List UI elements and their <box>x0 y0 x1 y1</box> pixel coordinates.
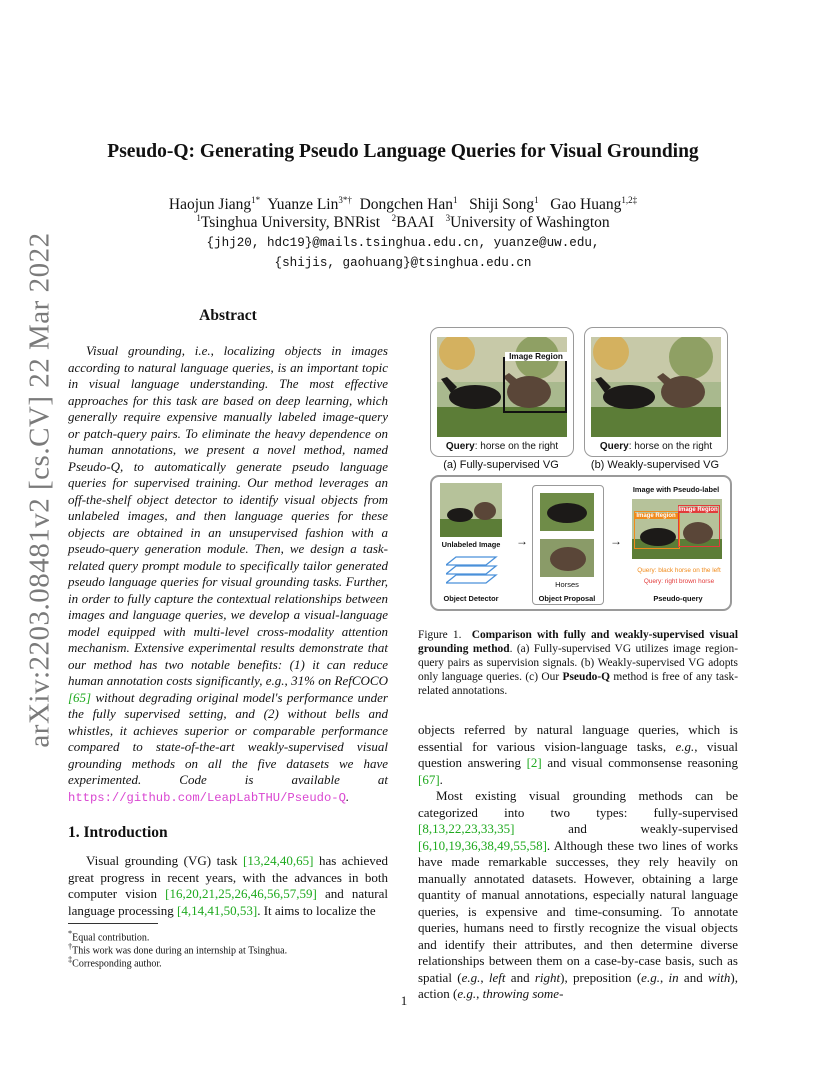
author: Dongchen Han$^1$ <box>359 195 458 214</box>
page-number: 1 <box>400 993 408 1008</box>
citation-link[interactable]: [6,10,19,36,38,49,55,58] <box>418 837 547 853</box>
figure-caption: Figure 1. Comparison with fully and weakly-supervised visual grounding method. (a) Fully-supervised VG utilizes image region-query pairs as supervision signals. (b) Weakly-supervised VG adopts only language queries. (c) Our Pseudo-Q method is free of any task-related annotations. <box>418 629 739 697</box>
citation-link[interactable]: [13,24,40,65] <box>243 853 314 868</box>
horses-label: Horses <box>555 580 579 589</box>
region-label-left: Image Region <box>634 513 678 519</box>
image-with-pseudo-label: Image with Pseudo-label <box>632 485 720 494</box>
query-text: Query: horse on the right <box>445 441 559 452</box>
email-line-1: {jhj20, hdc19}@mails.tsinghua.edu.cn, yuanze@uw.edu, <box>206 236 600 250</box>
author: Gao Huang$^{1,2\ddagger}$ <box>550 195 638 214</box>
paper-title: Pseudo-Q: Generating Pseudo Language Queries for Visual Grounding <box>107 141 699 162</box>
panel-b-caption: (b) Weakly-supervised VG <box>590 459 720 471</box>
code-url-link[interactable]: https://github.com/LeapLabTHU/Pseudo-Q <box>68 790 346 805</box>
intro-paragraph: Visual grounding (VG) task [13,24,40,65] has achieved great progress in recent years, with the advances in both computer vision [16,20,21,25,26,46,56,57,59] and natural language processing [4,14,41,50,53]. It aims to localize the <box>68 853 388 918</box>
horse-photo <box>591 337 721 437</box>
footnote: †This work was done during an internship at Tsinghua. <box>68 942 288 957</box>
footnote: *Equal contribution. <box>68 929 150 944</box>
footnote-rule <box>68 923 158 924</box>
abstract-body: Visual grounding, i.e., localizing objects in images according to natural language queries, is an important topic in visual language understanding. The most effective approaches for this task are based on deep learning, which generally require expensive manually labeled image-query or patch-query pairs. To eliminate the heavy dependence on human annotations, we present a novel method, named Pseudo-Q, to automatically generate pseudo language queries for supervised training. Our method leverages an off-the-shelf object detector to identify visual objects from unlabeled images, and then language queries for these objects are obtained in an unsupervised fashion with a pseudo-query generation module. Then, we design a task-related query prompt module to specifically tailor generated pseudo language queries for visual grounding tasks. Further, in order to fully capture the contextual relationships between images and language queries, we develop a visual-language model equipped with multi-level cross-modality attention mechanism. Extensive experimental results demonstrate that our method has two notable benefits: (1) it can reduce human annotation costs significantly, e.g., 31% on RefCOCO [65] without degrading original model's performance under the fully supervised setting, and (2) without bells and whistles, it achieves superior or comparable performance compared to state-of-the-art weakly-supervised visual grounding methods on all the five datasets we have experimented. Code is available at https://github.com/LeapLabTHU/Pseudo-Q. <box>68 343 388 805</box>
arrow-icon: → <box>516 534 528 548</box>
unlabeled-image-label: Unlabeled Image <box>441 540 501 549</box>
layers-icon <box>446 553 498 587</box>
citation-link[interactable]: [67] <box>418 771 440 787</box>
author-list <box>60 195 746 214</box>
pseudo-query-1: Query: black horse on the left <box>637 567 721 574</box>
abstract-heading: Abstract <box>199 307 257 324</box>
image-region-label: Image Region <box>505 352 567 361</box>
arxiv-stamp: arXiv:2203.08481v2 [cs.CV] 22 Mar 2022 <box>23 232 56 748</box>
citation-link[interactable]: [65] <box>68 689 92 705</box>
figure-1 <box>430 325 742 615</box>
proposal-photo <box>540 539 594 577</box>
citation-link[interactable]: [2] <box>526 755 542 770</box>
pseudo-query-2: Query: right brown horse <box>643 578 715 585</box>
author: Shiji Song$^1$ <box>469 195 539 214</box>
pseudo-query-label: Pseudo-query <box>653 594 703 603</box>
region-label-right: Image Region <box>678 507 718 513</box>
section-heading-introduction: 1. Introduction <box>68 824 168 841</box>
citation-link[interactable]: [4,14,41,50,53] <box>177 902 258 918</box>
panel-weakly-supervised <box>584 327 728 457</box>
citation-link[interactable]: [16,20,21,25,26,46,56,57,59] <box>165 886 317 901</box>
author: Haojun Jiang$^{1*}$ <box>168 195 261 214</box>
panel-a-caption: (a) Fully-supervised VG <box>443 459 559 471</box>
query-text: Query: horse on the right <box>599 441 713 452</box>
author: Yuanze Lin$^{3*\dagger}$ <box>267 195 352 214</box>
email-line-2: {shijis, gaohuang}@tsinghua.edu.cn <box>274 256 532 270</box>
proposal-photo <box>540 493 594 531</box>
object-detector-label: Object Detector <box>443 594 499 603</box>
panel-pseudo-q <box>430 475 732 611</box>
object-proposal-label: Object Proposal <box>538 594 596 603</box>
arrow-icon: → <box>610 534 622 548</box>
affiliations: $^1$Tsinghua University, BNRist $^2$BAAI $^3$University of Washington <box>196 213 610 232</box>
intro-continued: objects referred by natural language queries, which is essential for various vision-language tasks, e.g., visual question answering [2] and visual commonsense reasoning [67]. Most existing visual grounding methods can be categorized into two types: fully-supervised [8,13,22,23,33,35] and weakly-supervised [6,10,19,36,38,49,55,58]. Although these two lines of works have made remarkable successes, they rely heavily on manually annotated datasets. However, obtaining a large quantity of manual annotations, especially natural language queries, is expensive and time-consuming. To annotate queries, humans need to firstly recognize the visual objects and identify their attributes, and then determine diverse relationships between them on a case-by-case basis, such as spatial (e.g., left and right), preposition (e.g., in and with), action (e.g., throwing some- <box>418 722 738 1001</box>
citation-link[interactable]: [8,13,22,23,33,35] <box>418 821 515 836</box>
panel-fully-supervised <box>430 327 574 457</box>
unlabeled-image <box>440 483 502 537</box>
image-region-box <box>503 357 567 413</box>
footnote: ‡Corresponding author. <box>68 955 162 970</box>
